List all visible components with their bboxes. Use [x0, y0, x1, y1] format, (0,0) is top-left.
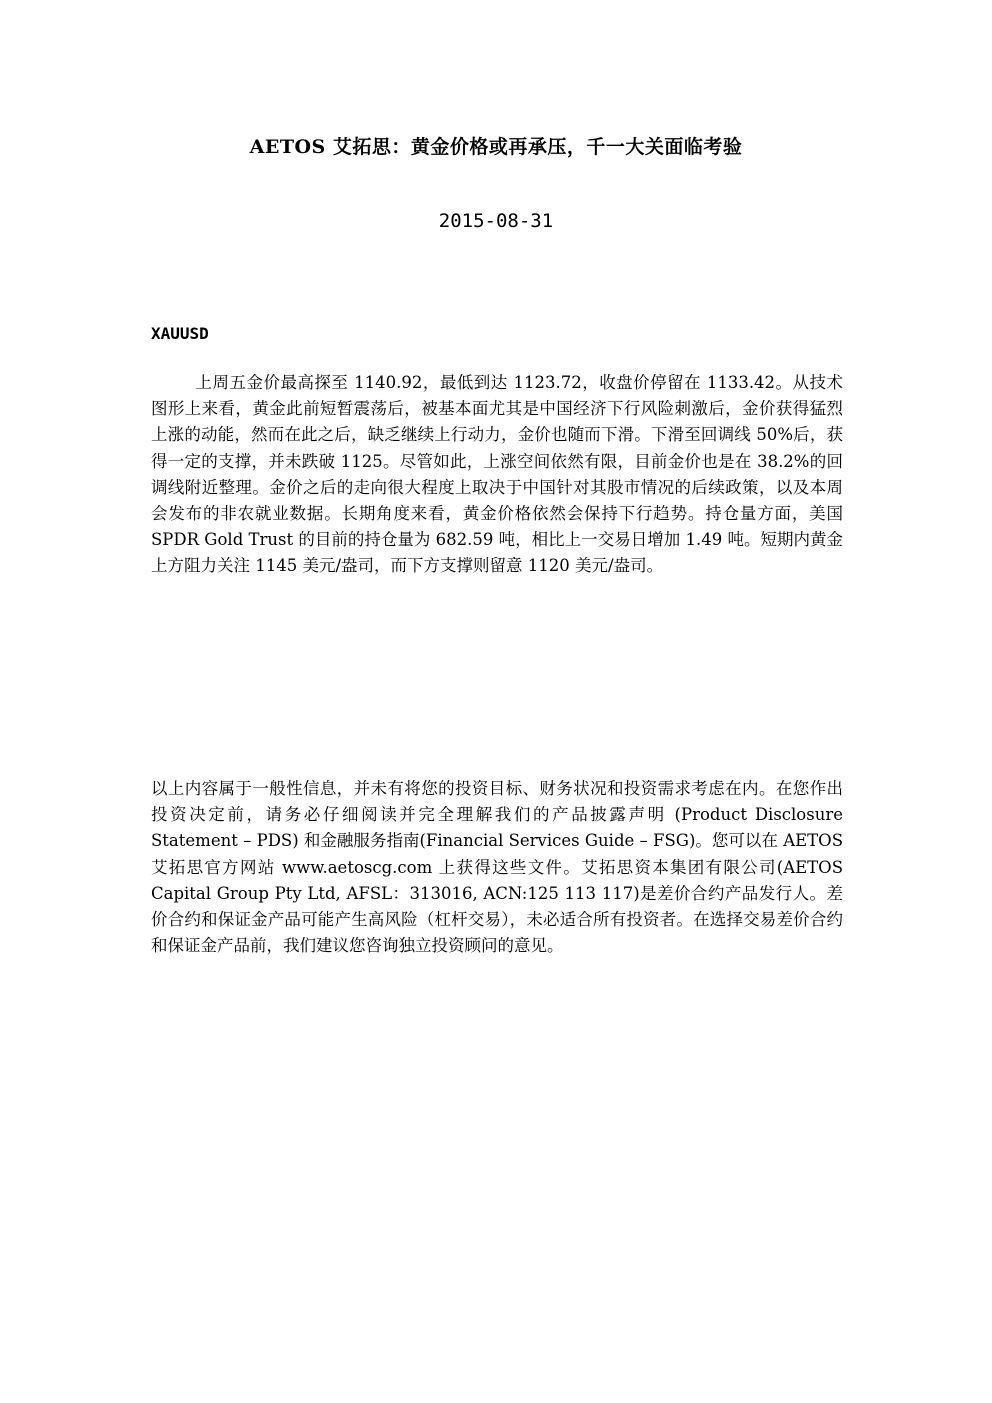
document-date: 2015-08-31 — [438, 210, 554, 232]
document-title: AETOS 艾拓思：黄金价格或再承压，千一大关面临考验 — [249, 136, 743, 158]
disclaimer-paragraph: 以上内容属于一般性信息，并未有将您的投资目标、财务状况和投资需求考虑在内。在您作出投资决定前，请务必仔细阅读并完全理解我们的产品披露声明 (Product Disclosure Statement – PDS) 和金融服务指南(Financial Services Guide – FSG)。您可以在 AETOS 艾拓思官方网站 www.aetoscg.com 上获得这些文件。艾拓思资本集团有限公司(AETOS Capital Group Pty Ltd, AFSL：313016, ACN:125 113 117)是差价合约产品发行人。差价合约和保证金产品可能产生高风险（杠杆交易），未必适合所有投资者。在选择交易差价合约和保证金产品前，我们建议您咨询独立投资顾问的意见。 — [151, 779, 843, 956]
section-heading: XAUUSD — [151, 324, 209, 343]
analysis-paragraph: 上周五金价最高探至 1140.92，最低到达 1123.72，收盘价停留在 1133.42。从技术图形上来看，黄金此前短暂震荡后，被基本面尤其是中国经济下行风险刺激后，金价获得猛烈上涨的动能，然而在此之后，缺乏继续上行动力，金价也随而下滑。下滑至回调线 50%后，获得一定的支撑，并未跌破 1125。尽管如此，上涨空间依然有限，目前金价也是在 38.2%的回调线附近整理。金价之后的走向很大程度上取决于中国针对其股市情况的后续政策，以及本周会发布的非农就业数据。长期角度来看，黄金价格依然会保持下行趋势。持仓量方面，美国 SPDR Gold Trust 的目前的持仓量为 682.59 吨，相比上一交易日增加 1.49 吨。短期内黄金上方阻力关注 1145 美元/盎司，而下方支撑则留意 1120 美元/盎司。 — [151, 373, 843, 576]
